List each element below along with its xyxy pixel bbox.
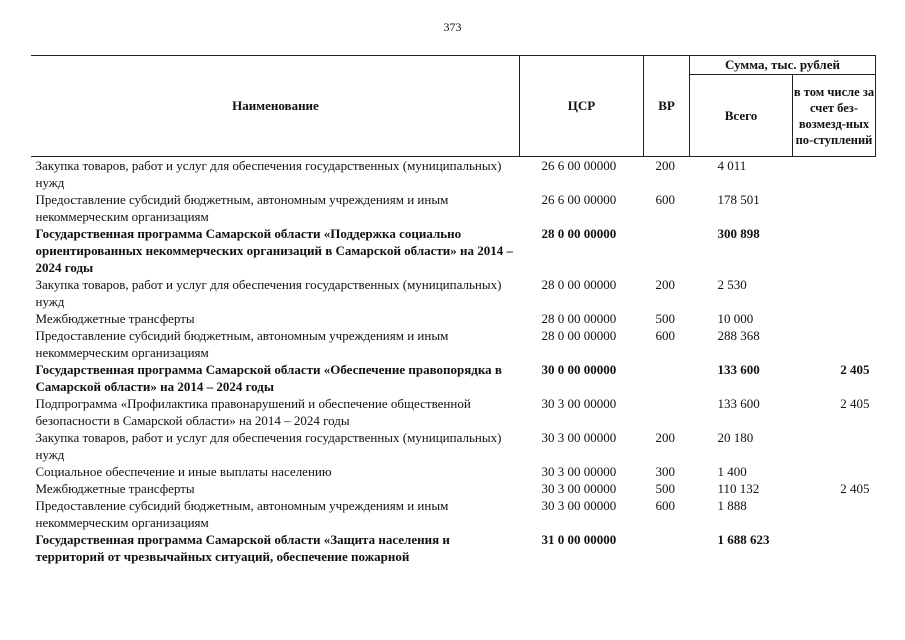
cell-free-receipts [793,429,876,463]
cell-csr: 30 0 00 00000 [541,362,617,377]
budget-table [31,55,876,565]
cell-csr: 30 3 00 00000 [541,498,617,513]
table-row [32,463,876,480]
cell-vr [644,531,690,565]
cell-csr: 30 3 00 00000 [541,481,617,496]
cell-name: Подпрограмма «Профилактика правонарушений и обеспечение общественной безопасности в Самарской области» на 2014 – 2024 годы [35,396,471,428]
cell-name: Государственная программа Самарской области «Обеспечение правопорядка в Самарской области» на 2014 – 2024 годы [35,362,502,394]
cell-total: 288 368 [717,328,760,343]
cell-total: 133 600 [717,362,760,377]
header-total: Всего [690,75,793,157]
cell-csr: 28 0 00 00000 [541,277,617,292]
cell-free-receipts [793,225,876,276]
table-row [32,531,876,565]
cell-name: Закупка товаров, работ и услуг для обеспечения государственных (муниципальных) нужд [35,277,502,309]
cell-vr: 300 [655,464,675,479]
table-row [32,276,876,310]
cell-name: Предоставление субсидий бюджетным, автономным учреждениям и иным некоммерческим организациям [35,192,449,224]
cell-total: 300 898 [717,226,760,241]
cell-name: Социальное обеспечение и иные выплаты населению [35,464,332,479]
cell-total: 178 501 [717,192,760,207]
cell-free-receipts [793,497,876,531]
table-row [32,310,876,327]
cell-csr: 30 3 00 00000 [541,396,617,411]
cell-vr: 600 [655,192,675,207]
table-row [32,361,876,395]
table-row [32,395,876,429]
cell-vr: 200 [655,158,675,173]
cell-free-receipts: 2 405 [840,481,870,496]
cell-free-receipts [793,191,876,225]
cell-vr: 500 [655,311,675,326]
cell-name: Предоставление субсидий бюджетным, автономным учреждениям и иным некоммерческим организациям [35,328,449,360]
table-row [32,191,876,225]
cell-free-receipts: 2 405 [840,362,870,377]
cell-total: 2 530 [717,277,747,292]
cell-vr [644,225,690,276]
cell-vr: 600 [655,328,675,343]
cell-free-receipts [793,157,876,192]
cell-name: Государственная программа Самарской области «Защита населения и территорий от чрезвычайных ситуаций, обеспечение пожарной [35,532,450,564]
table-row [32,497,876,531]
cell-free-receipts [793,327,876,361]
table-row [32,157,876,192]
cell-total: 20 180 [717,430,754,445]
cell-vr: 200 [655,430,675,445]
cell-vr: 500 [655,481,675,496]
cell-free-receipts: 2 405 [840,396,870,411]
cell-free-receipts [793,310,876,327]
cell-name: Закупка товаров, работ и услуг для обеспечения государственных (муниципальных) нужд [35,158,502,190]
cell-name: Государственная программа Самарской области «Поддержка социально ориентированных некоммерческих организаций в Самарской области» на 2014 – 2024 годы [35,226,514,275]
table-row [32,429,876,463]
table-body [32,157,876,566]
cell-csr: 26 6 00 00000 [541,192,617,207]
table-row [32,480,876,497]
cell-free-receipts [793,463,876,480]
table-row [32,225,876,276]
cell-vr: 200 [655,277,675,292]
cell-total: 1 888 [717,498,747,513]
cell-total: 133 600 [717,396,760,411]
cell-total: 1 688 623 [717,532,770,547]
cell-total: 10 000 [717,311,754,326]
header-free-receipts: в том числе за счет без-возмезд-ных по-ступлений [793,75,876,157]
cell-vr: 600 [655,498,675,513]
table-row [32,327,876,361]
cell-name: Предоставление субсидий бюджетным, автономным учреждениям и иным некоммерческим организациям [35,498,449,530]
cell-name: Межбюджетные трансферты [35,481,195,496]
cell-name: Межбюджетные трансферты [35,311,195,326]
cell-total: 110 132 [717,481,760,496]
cell-vr [644,395,690,429]
header-name: Наименование [32,56,520,157]
header-csr: ЦСР [520,56,644,157]
cell-csr: 26 6 00 00000 [541,158,617,173]
table-header [32,56,876,157]
header-sum: Сумма, тыс. рублей [690,56,876,75]
cell-total: 1 400 [717,464,747,479]
cell-csr: 28 0 00 00000 [541,311,617,326]
cell-vr [644,361,690,395]
cell-free-receipts [793,276,876,310]
cell-free-receipts [793,531,876,565]
cell-csr: 30 3 00 00000 [541,464,617,479]
cell-csr: 31 0 00 00000 [541,532,617,547]
cell-csr: 28 0 00 00000 [541,226,617,241]
cell-total: 4 011 [717,158,747,173]
cell-csr: 30 3 00 00000 [541,430,617,445]
cell-csr: 28 0 00 00000 [541,328,617,343]
header-vr: ВР [644,56,690,157]
page-number: 373 [443,20,462,34]
cell-name: Закупка товаров, работ и услуг для обеспечения государственных (муниципальных) нужд [35,430,502,462]
